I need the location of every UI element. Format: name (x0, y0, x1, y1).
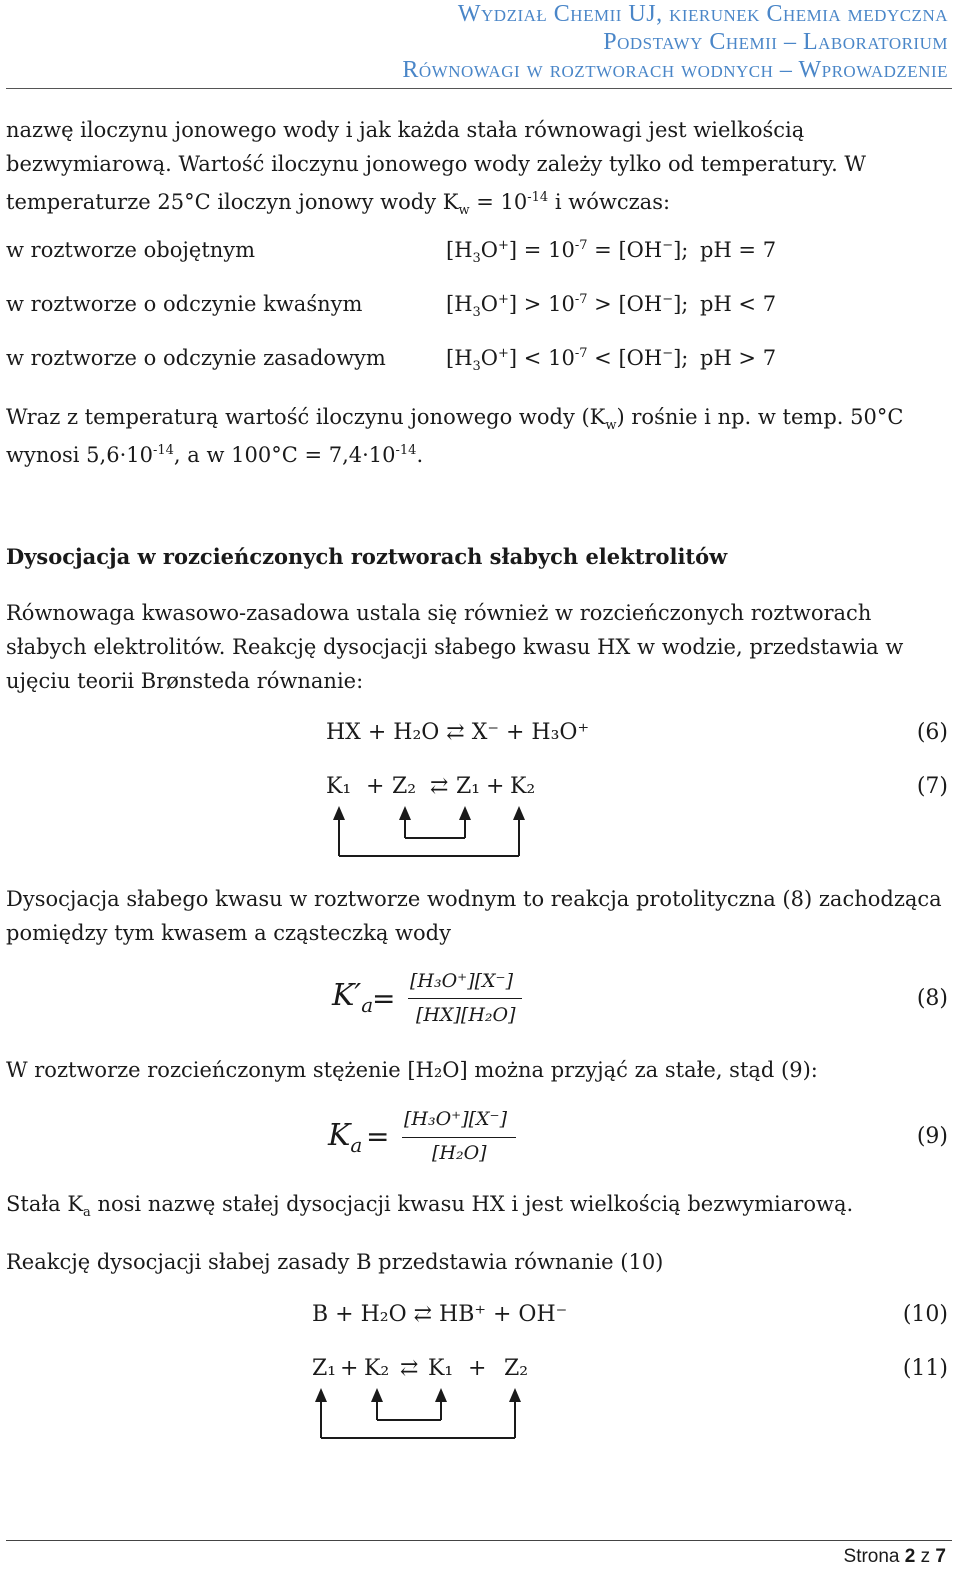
eq7-z2: Z₂ (392, 774, 417, 799)
eq7-k1: K₁ (326, 774, 352, 799)
solution-condition: $[H_3O^+] = 10^{-7} = [OH^-]$; (446, 238, 689, 267)
header-course-title: Wydział Chemii UJ, kierunek Chemia medyczna (457, 1, 948, 27)
eq9-lhs: $K_a$ (328, 1118, 363, 1157)
bronsted-line-2: słabych elektrolitów. Reakcję dysocjacji słabego kwasu HX w wodzie, przedstawia w (6, 635, 904, 659)
header-subject: Podstawy Chemii – Laboratorium (603, 29, 948, 55)
eq8-equals: = (372, 982, 396, 1015)
temp-line-2: wynosi $5,6\cdot 10^{-14}$, a w $100^\circ C = 7,4\cdot 10^{-14}$. (6, 443, 424, 467)
eq8-numerator: [H₃O⁺][X⁻] (410, 970, 513, 992)
equation-number-10: (10) (902, 1302, 948, 1327)
protolytic-line-2: pomiędzy tym kwasem a cząsteczką wody (6, 921, 451, 945)
solution-condition: $[H_3O^+] > 10^{-7} > [OH^-]$; (446, 292, 689, 321)
equation-number-8: (8) (916, 986, 948, 1011)
ka-paragraph: Stała $K_a$ nosi nazwę stałej dysocjacji kwasu HX i jest wielkością bezwymiarową. (6, 1192, 854, 1221)
base-paragraph: Reakcję dysocjacji słabej zasady B przedstawia równanie (10) (6, 1250, 664, 1274)
eq11-k2: K₂ (364, 1356, 390, 1381)
solution-ph: pH = 7 (700, 238, 777, 262)
eq8-lhs: $K'_a$ (332, 978, 374, 1017)
intro-line-1: nazwę iloczynu jonowego wody i jak każda stała równowagi jest wielkością (6, 118, 805, 142)
solution-label: w roztworze obojętnym (6, 238, 256, 262)
eq9-equals: = (366, 1120, 390, 1153)
footer-divider (6, 1540, 952, 1541)
eq7-z1: Z₁ (456, 774, 481, 799)
eq11-plus-2: + (468, 1356, 487, 1381)
equation-number-7: (7) (916, 774, 948, 799)
bronsted-line-3: ujęciu teorii Brønsteda równanie: (6, 669, 364, 693)
eq7-equilibrium-arrow: ⇄ (430, 774, 449, 799)
section-title: Dysocjacja w rozcieńczonych roztworach słabych elektrolitów (6, 544, 728, 569)
equation-10: B + H₂O ⇄ HB⁺ + OH⁻ (312, 1302, 568, 1327)
eq9-numerator: [H₃O⁺][X⁻] (404, 1108, 507, 1130)
eq7-plus-1: + (366, 774, 385, 799)
solution-ph: pH > 7 (700, 346, 777, 370)
intro-line-2: bezwymiarową. Wartość iloczynu jonowego wody zależy tylko od temperatury. W (6, 152, 867, 176)
equation-number-6: (6) (916, 720, 948, 745)
eq9-denominator: [H₂O] (432, 1142, 487, 1164)
intro-line-3: temperaturze 25°C iloczyn jonowy wody $K_w = 10^{-14}$ i wówczas: (6, 190, 671, 219)
equation-number-11: (11) (902, 1356, 948, 1381)
eq7-k2: K₂ (510, 774, 536, 799)
header-topic: Równowagi w roztworach wodnych – Wprowadzenie (402, 57, 948, 83)
equation-6: HX + H₂O ⇄ X⁻ + H₃O⁺ (326, 720, 590, 745)
solution-ph: pH < 7 (700, 292, 777, 316)
bronsted-line-1: Równowaga kwasowo-zasadowa ustala się również w rozcieńczonych roztworach (6, 601, 872, 625)
eq11-k1: K₁ (428, 1356, 454, 1381)
equation-number-9: (9) (916, 1124, 948, 1149)
solution-label: w roztworze o odczynie kwaśnym (6, 292, 363, 316)
eq8-denominator: [HX][H₂O] (416, 1004, 516, 1026)
eq11-z1: Z₁ (312, 1356, 337, 1381)
temp-line-1: Wraz z temperaturą wartość iloczynu jonowego wody $(K_w)$ rośnie i np. w temp. 50°C (6, 405, 904, 434)
eq11-z2: Z₂ (504, 1356, 529, 1381)
eq7-plus-2: + (486, 774, 505, 799)
eq11-plus-1: + (340, 1356, 359, 1381)
page-counter: Strona 2 z 7 (843, 1546, 946, 1567)
protolytic-line-1: Dysocjacja słabego kwasu w roztworze wodnym to reakcja protolityczna (8) zachodząca (6, 887, 942, 911)
solution-label: w roztworze o odczynie zasadowym (6, 346, 386, 370)
eq11-equilibrium-arrow: ⇄ (400, 1356, 419, 1381)
solution-condition: $[H_3O^+] < 10^{-7} < [OH^-]$; (446, 346, 689, 375)
dilute-paragraph: W roztworze rozcieńczonym stężenie [H₂O] można przyjąć za stałe, stąd (9): (6, 1058, 818, 1082)
